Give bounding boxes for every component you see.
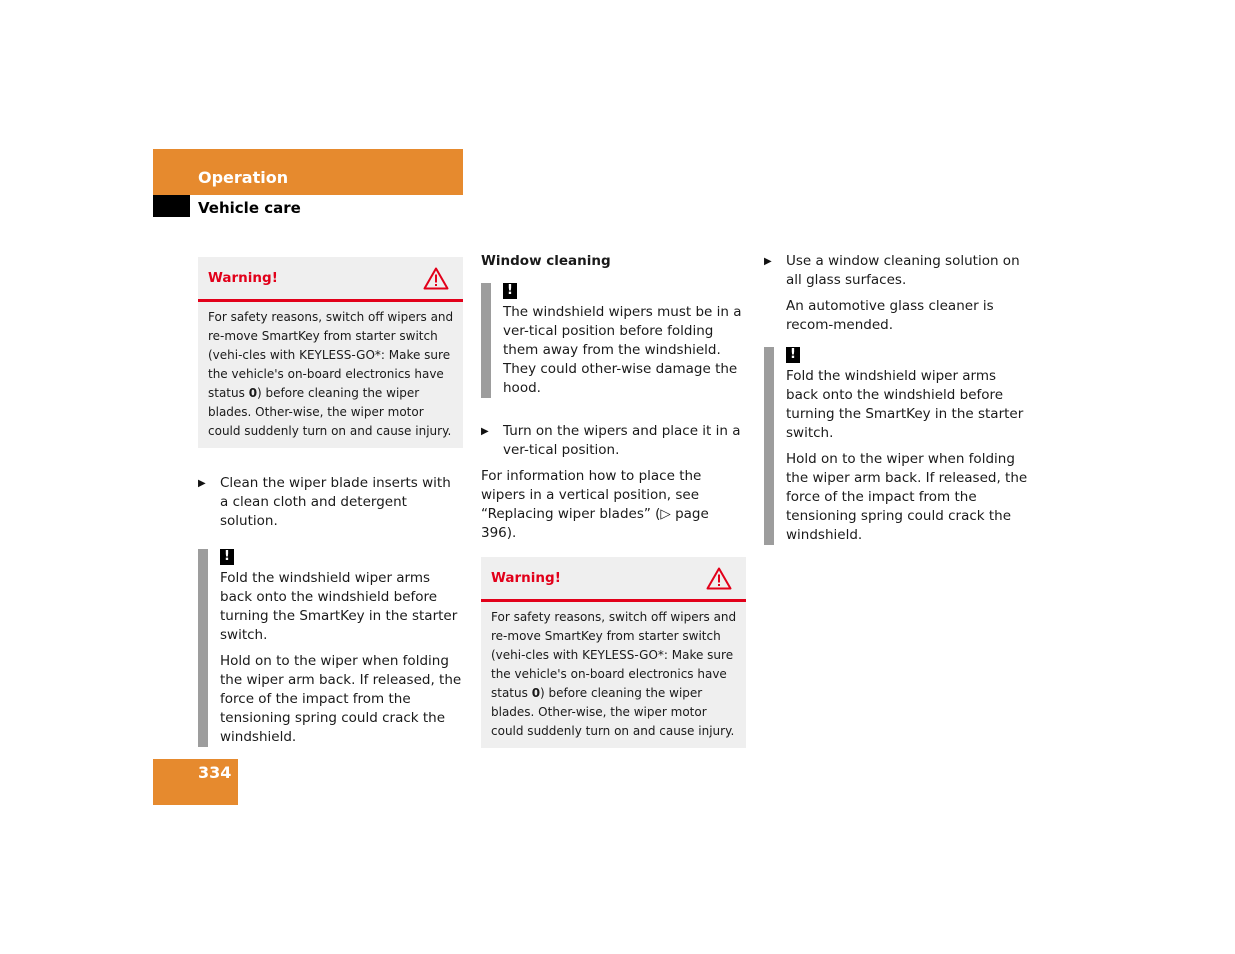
notice-paragraph: The windshield wipers must be in a ver-tical position before folding them away from the windshield. They could other-wise damage the hood. [503,304,742,396]
section-title: Operation [198,168,289,187]
play-triangle-icon: ▶ [764,256,772,267]
warning-label: Warning! [491,570,561,586]
warning-triangle-icon [423,267,449,290]
column-2 [481,252,746,774]
notice-box [481,283,746,398]
notice-bar [481,283,491,398]
notice-box [764,347,1029,545]
warning-text: For safety reasons, switch off wipers and re-move SmartKey from starter switch (vehi-cles with KEYLESS-GO*: Make sure the vehicle's on-board electronics have status 0) before cleaning the wiper blades. Other-wise, the wiper motor could suddenly turn on and cause injury. [208,310,454,438]
info-paragraph: For information how to place the wipers in a vertical position, see “Replacing wiper blades” (▷ page 396). [481,468,709,541]
play-triangle-icon: ▶ [198,478,206,489]
subsection-title: Vehicle care [198,199,301,217]
column-1 [198,257,463,771]
notice-paragraph: Hold on to the wiper when folding the wiper arm back. If released, the force of the impact from the tensioning spring could crack the windshield. [220,653,462,745]
instruction-note: An automotive glass cleaner is recom-mended. [786,298,994,333]
exclamation-icon: ! [503,283,517,299]
section-heading: Window cleaning [481,253,611,269]
page-number: 334 [198,763,232,782]
instruction-clean-inserts: ▶ Clean the wiper blade inserts with a clean cloth and detergent solution. [198,475,451,529]
notice-bar [764,347,774,545]
notice-paragraph: Hold on to the wiper when folding the wiper arm back. If released, the force of the impact from the tensioning spring could crack the windshield. [786,451,1028,543]
play-triangle-icon: ▶ [481,426,489,437]
warning-text: For safety reasons, switch off wipers and re-move SmartKey from starter switch (vehi-cles with KEYLESS-GO*: Make sure the vehicle's on-board electronics have status 0) before cleaning the wiper blades. Other-wise, the wiper motor could suddenly turn on and cause injury. [491,610,737,738]
warning-box [481,557,746,748]
notice-box [198,549,463,747]
column-3 [764,252,1029,569]
warning-box [198,257,463,448]
exclamation-icon: ! [786,347,800,363]
exclamation-icon: ! [220,549,234,565]
warning-label: Warning! [208,270,278,286]
notice-bar [198,549,208,747]
warning-header [481,557,746,602]
notice-paragraph: Fold the windshield wiper arms back onto the windshield before turning the SmartKey in the starter switch. [786,368,1024,441]
header-black-tab [153,195,190,217]
instruction-turn-on-wipers: ▶ Turn on the wipers and place it in a ver-tical position. [481,423,741,458]
warning-triangle-icon [706,567,732,590]
notice-paragraph: Fold the windshield wiper arms back onto the windshield before turning the SmartKey in the starter switch. [220,570,458,643]
instruction-cleaning-solution: ▶ Use a window cleaning solution on all glass surfaces. [764,253,1020,288]
warning-header [198,257,463,302]
